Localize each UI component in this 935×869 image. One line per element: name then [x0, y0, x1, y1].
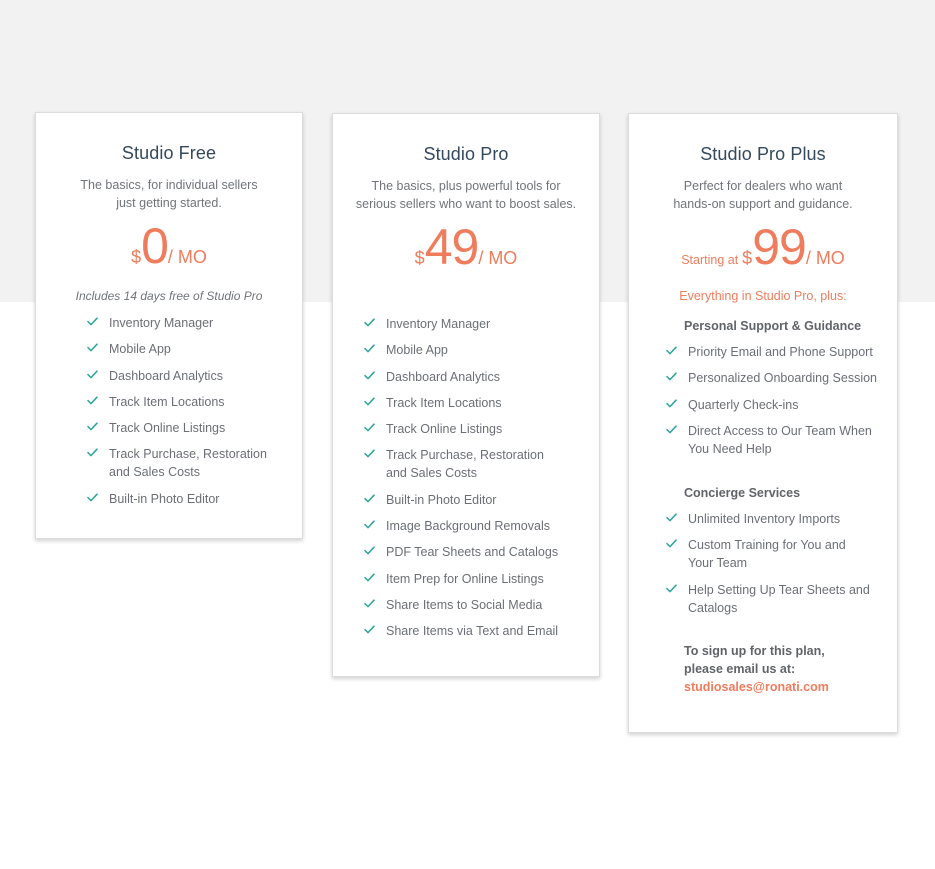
- feature-label: Priority Email and Phone Support: [688, 345, 873, 359]
- feature-label: Mobile App: [386, 343, 448, 358]
- feature-item: [87, 419, 267, 437]
- check-icon: [87, 317, 98, 326]
- check-icon: [364, 344, 375, 353]
- plan-description: [649, 177, 877, 213]
- feature-item: [364, 517, 558, 535]
- feature-label: Inventory Manager: [109, 316, 214, 330]
- check-icon: [364, 599, 375, 608]
- check-icon: [364, 520, 375, 529]
- price-amount: 49: [424, 219, 479, 275]
- check-icon: [87, 493, 98, 502]
- check-icon: [364, 449, 375, 458]
- plan-description-line: The basics, for individual sellers: [80, 178, 258, 192]
- plan-note: Everything in Studio Pro, plus:: [679, 289, 847, 303]
- check-icon: [364, 371, 375, 380]
- price-currency: $: [742, 248, 753, 268]
- feature-label: Item Prep for Online Listings: [386, 571, 544, 586]
- section-heading-support: Personal Support & Guidance: [684, 319, 862, 333]
- plan-description: [56, 176, 282, 212]
- price-currency: $: [414, 248, 425, 268]
- feature-item: [87, 393, 267, 411]
- check-icon: [364, 546, 375, 555]
- feature-label: Track Purchase, Restoration: [109, 447, 267, 462]
- plan-description-line: just getting started.: [116, 196, 222, 210]
- price-period: / MO: [478, 248, 518, 268]
- feature-item: [87, 490, 267, 508]
- check-icon: [87, 396, 98, 405]
- feature-label: Built-in Photo Editor: [109, 491, 220, 506]
- check-icon: [666, 425, 677, 434]
- feature-item: [87, 340, 267, 358]
- feature-item: [364, 420, 558, 438]
- check-icon: [666, 346, 677, 355]
- plan-price: [36, 218, 302, 274]
- feature-item: [666, 396, 877, 414]
- feature-item: [666, 536, 870, 572]
- feature-label: Dashboard Analytics: [386, 369, 500, 384]
- feature-list: [87, 314, 267, 516]
- check-icon: [666, 399, 677, 408]
- plan-title: Studio Pro Plus: [700, 144, 826, 164]
- check-icon: [364, 494, 375, 503]
- feature-list-support: [666, 343, 877, 466]
- feature-label: Track Item Locations: [109, 394, 225, 409]
- check-icon: [364, 318, 375, 327]
- price-period: / MO: [167, 247, 207, 267]
- plan-card-studio-pro: [332, 113, 600, 677]
- signup-text-line: To sign up for this plan,: [684, 644, 825, 658]
- feature-label: and Sales Costs: [109, 465, 201, 480]
- feature-label: Quarterly Check-ins: [688, 397, 799, 412]
- section-heading-concierge: Concierge Services: [684, 486, 801, 500]
- feature-label: Your Team: [688, 556, 748, 571]
- feature-label: Track Purchase, Restoration: [386, 448, 544, 463]
- check-icon: [666, 584, 677, 593]
- check-icon: [87, 448, 98, 457]
- feature-label: Built-in Photo Editor: [386, 492, 497, 507]
- feature-item: [666, 422, 877, 458]
- feature-item: [87, 314, 267, 332]
- feature-label: Share Items via Text and Email: [386, 624, 559, 639]
- check-icon: [364, 397, 375, 406]
- feature-item: [364, 491, 558, 509]
- feature-item: [364, 368, 558, 386]
- feature-item: [364, 596, 558, 614]
- feature-label: PDF Tear Sheets and Catalogs: [386, 545, 559, 560]
- feature-label: and Sales Costs: [386, 466, 478, 481]
- feature-label: You Need Help: [688, 441, 772, 456]
- feature-label: Track Item Locations: [386, 395, 502, 410]
- feature-list: [364, 315, 558, 649]
- price-currency: $: [131, 247, 142, 267]
- check-icon: [666, 513, 677, 522]
- plan-description-line: The basics, plus powerful tools for: [371, 179, 561, 193]
- signup-email-link[interactable]: studiosales@ronati.com: [684, 680, 829, 694]
- feature-item: [87, 445, 267, 481]
- feature-item: [666, 581, 870, 617]
- feature-list-concierge: [666, 510, 870, 625]
- check-icon: [666, 539, 677, 548]
- feature-label: Dashboard Analytics: [109, 368, 223, 383]
- plan-note: Includes 14 days free of Studio Pro: [75, 289, 263, 303]
- feature-label: Share Items to Social Media: [386, 597, 543, 612]
- feature-item: [666, 343, 877, 361]
- price-period: / MO: [805, 248, 845, 268]
- check-icon: [364, 573, 375, 582]
- plan-title: Studio Pro: [423, 144, 509, 164]
- feature-item: [364, 570, 558, 588]
- feature-item: [364, 622, 558, 640]
- feature-label: Track Online Listings: [386, 422, 503, 437]
- plan-card-studio-pro-plus: [628, 113, 898, 733]
- feature-label: Unlimited Inventory Imports: [688, 512, 841, 526]
- plan-description-line: Perfect for dealers who want: [683, 179, 843, 193]
- plan-card-studio-free: [35, 112, 303, 539]
- price-amount: 99: [752, 219, 806, 275]
- check-icon: [87, 422, 98, 431]
- price-amount: 0: [141, 218, 168, 274]
- check-icon: [87, 343, 98, 352]
- plan-description-line: serious sellers who want to boost sales.: [355, 197, 577, 211]
- feature-item: [666, 369, 877, 387]
- feature-label: Direct Access to Our Team When: [688, 423, 872, 438]
- feature-item: [87, 367, 267, 385]
- check-icon: [364, 423, 375, 432]
- plan-description: [353, 177, 579, 213]
- plan-description-line: hands-on support and guidance.: [673, 197, 853, 211]
- feature-item: [364, 543, 558, 561]
- feature-item: [364, 341, 558, 359]
- feature-label: Inventory Manager: [386, 317, 491, 331]
- signup-text-line: please email us at:: [684, 662, 796, 676]
- check-icon: [666, 372, 677, 381]
- feature-label: Mobile App: [109, 342, 171, 357]
- plan-title: Studio Free: [121, 143, 217, 163]
- feature-label: Track Online Listings: [109, 421, 226, 436]
- feature-label: Image Background Removals: [386, 519, 550, 534]
- feature-label: Personalized Onboarding Session: [688, 371, 878, 386]
- plan-price: [629, 219, 897, 275]
- feature-item: [364, 394, 558, 412]
- feature-label: Custom Training for You and: [688, 538, 846, 553]
- feature-label: Catalogs: [688, 600, 738, 615]
- check-icon: [364, 625, 375, 634]
- feature-item: [666, 510, 870, 528]
- feature-item: [364, 446, 558, 482]
- plan-price: [333, 219, 599, 275]
- feature-label: Help Setting Up Tear Sheets and: [688, 582, 870, 597]
- feature-item: [364, 315, 558, 333]
- check-icon: [87, 370, 98, 379]
- signup-info: [684, 642, 829, 696]
- price-starting-label: Starting at: [681, 253, 739, 267]
